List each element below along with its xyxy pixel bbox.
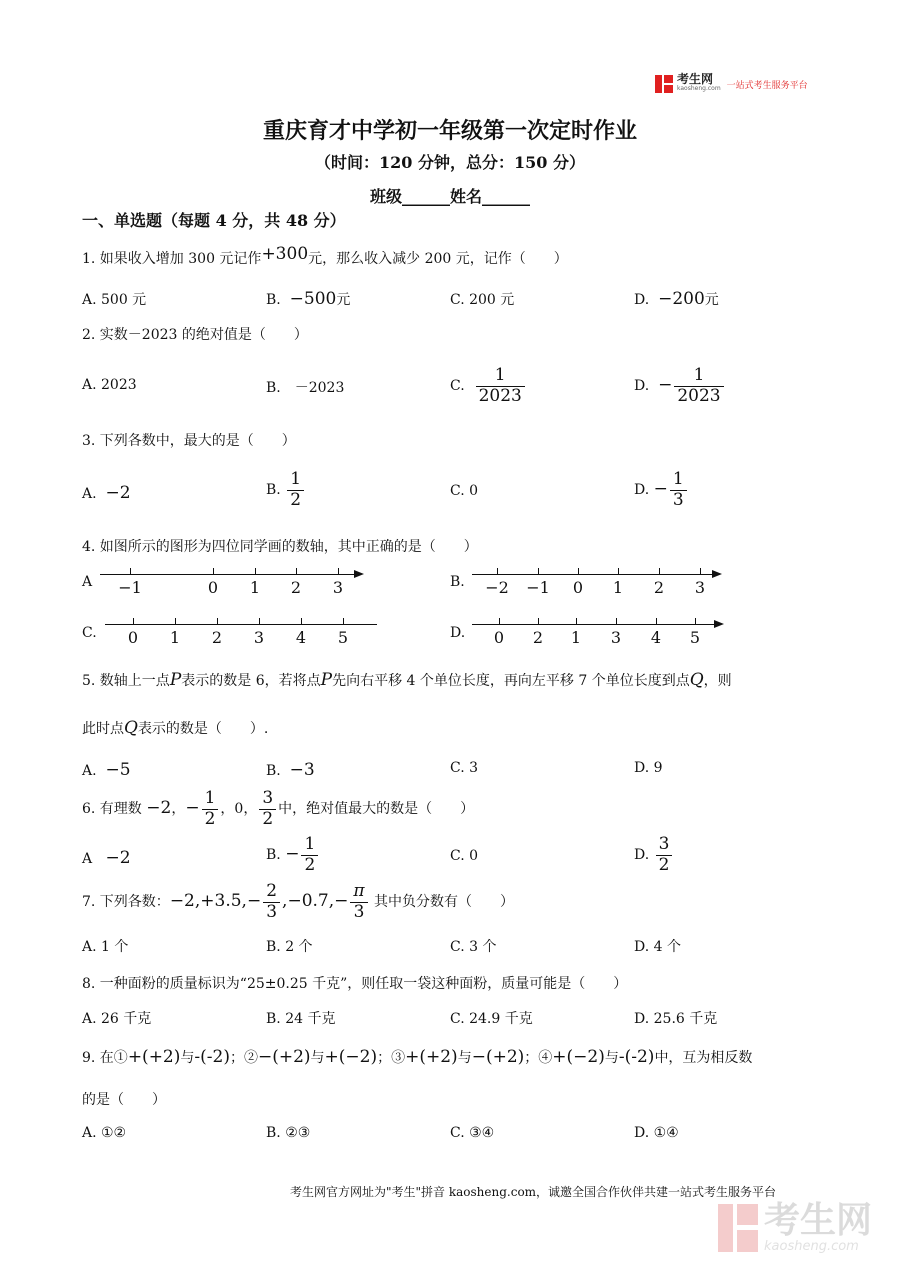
q5-l2b: 表示的数是（ ）. [137,721,269,737]
q3-d-den: 3 [670,490,687,511]
question-8-stem: 8. 一种面粉的质量标识为“25±0.25 千克”，则任取一袋这种面粉，质量可能是（ ） [82,976,628,992]
logo-domain: kaosheng.com [677,85,721,92]
q6-f2n: 3 [262,788,274,808]
q6-d-frac [656,835,673,875]
q5-option-d: D. 9 [634,760,663,776]
number-line-tick [616,618,617,625]
number-line-tick [296,568,297,575]
number-line-label: 1 [169,628,181,647]
number-line-label: 0 [127,628,139,647]
q7-m2: ,−0.7,− [282,891,349,912]
q1-opt-b-unit: 元 [336,292,351,308]
q3-option-b [266,470,306,510]
q5-p2: P [320,670,333,690]
q5-option-a [82,760,131,780]
class-name-line: 班级______姓名______ [369,187,530,206]
q7-option-a: A. 1 个 [82,939,129,955]
number-line-label: 4 [295,628,307,647]
q8-option-c: C. 24.9 千克 [450,1011,533,1027]
q6-a-math: −2 [105,848,131,868]
watermark-text [764,1202,872,1254]
q9-s2: ；③ [377,1050,406,1066]
q6-d-label: D. [634,847,650,864]
number-line-tick [213,568,214,575]
q9-y1: 与 [180,1050,195,1066]
q3-a-label: A. [82,486,97,502]
number-line-label: 3 [253,628,265,647]
number-line-c [105,618,380,652]
question-5-stem-line2 [82,718,268,738]
q5-b: 表示的数是 6，若将点 [181,673,321,689]
q9-s3: ；④ [524,1050,553,1066]
q1-option-c: C. 200 元 [450,292,515,308]
number-line-tick [338,568,339,575]
number-line-label: 1 [249,578,261,597]
q7-frac [263,882,280,922]
question-5-stem [82,670,732,690]
q2-c-den: 2023 [476,386,525,407]
q1-stem-b: 元，那么收入减少 200 元，记作（ ） [308,251,568,267]
q9-e5: +(+2) [405,1047,458,1067]
q2-c-num: 1 [494,365,506,385]
site-logo [655,73,808,95]
q7-option-c: C. 3 个 [450,939,497,955]
q9-e6: −(+2) [471,1047,525,1067]
q2-opt-c-frac [476,366,525,406]
q9-option-b: B. ②③ [266,1125,311,1141]
q3-b-label: B. [266,482,281,499]
number-line-tick [659,568,660,575]
q5-d: ，则 [703,673,732,689]
q1-opt-d-unit: 元 [704,292,719,308]
q5-option-c: C. 3 [450,760,479,776]
q7-option-b: B. 2 个 [266,939,313,955]
number-line-tick [538,568,539,575]
q9-e8: -(-2) [618,1047,655,1067]
q3-option-a [82,483,131,503]
q9-option-a: A. ①② [82,1125,127,1141]
number-line-label: 2 [290,578,302,597]
number-line-tick [175,618,176,625]
q9-e2: -(-2) [194,1047,230,1067]
q1-stem-math: +300 [261,244,309,264]
q5-option-b [266,760,315,780]
question-2-stem: 2. 实数－2023 的绝对值是（ ） [82,327,308,343]
question-7-stem [82,882,514,922]
q8-option-a: A. 26 千克 [82,1011,152,1027]
q5-a: 5. 数轴上一点 [82,673,170,689]
q4-option-c-label: C. [82,625,97,641]
number-line-tick [301,618,302,625]
q1-opt-b-label: B. [266,292,281,308]
number-line-tick [618,568,619,575]
q6-frac1 [202,789,219,829]
q9-b: 中，互为相反数 [654,1050,753,1066]
q3-d-num: 1 [672,469,684,489]
q4-option-d-label: D. [450,625,466,641]
q9-e7: +(−2) [552,1047,605,1067]
watermark-domain: kaosheng.com [764,1239,859,1254]
q3-b-den: 2 [287,490,304,511]
q6-b-label: B. [266,847,281,864]
q9-e4: +(−2) [324,1047,378,1067]
q6-b-den: 2 [301,855,318,876]
q2-d-den: 2023 [674,386,723,407]
question-9-stem [82,1047,752,1067]
number-line-tick [656,618,657,625]
q3-d-minus: − [653,479,668,500]
q5-c: 先向右平移 4 个单位长度，再向左平移 7 个单位长度到点 [332,673,690,689]
q3-d-label: D. [634,482,650,499]
q6-minus: − [185,798,200,819]
logo-name: 考生网 [677,72,714,86]
q4-option-b-label: B. [450,574,465,590]
q1-opt-d-label: D. [634,292,650,308]
q6-d-den: 2 [656,855,673,876]
q3-option-c: C. 0 [450,483,479,499]
q6-option-b [266,835,320,875]
number-line-a [100,568,370,602]
q2-option-c [450,366,527,406]
number-line-tick [700,568,701,575]
q9-option-c: C. ③④ [450,1125,495,1141]
q9-option-d: D. ①④ [634,1125,679,1141]
q9-y4: 与 [604,1050,619,1066]
q7-b: 其中负分数有（ ） [374,894,515,911]
logo-slogan: 一站式考生服务平台 [726,80,808,91]
q5-b-math: −3 [289,760,315,780]
q6-f2d: 2 [259,809,276,830]
q6-b-frac [301,835,318,875]
q5-a-math: −5 [105,760,131,780]
number-line-label: 2 [211,628,223,647]
number-line-b [472,568,732,602]
exam-info: （时间：120 分钟，总分：150 分） [315,153,585,172]
q9-a: 9. 在① [82,1050,128,1066]
q9-s1: ；② [229,1050,258,1066]
q4-option-a-label: A [82,574,93,590]
number-line-tick [343,618,344,625]
number-line-label: 4 [650,628,662,647]
q6-option-c: C. 0 [450,848,479,864]
q6-frac2 [259,789,276,829]
q9-y2: 与 [310,1050,325,1066]
q6-option-d [634,835,674,875]
q7-fd: 3 [263,902,280,923]
q2-opt-d-frac [674,366,723,406]
q1-opt-d-math: −200 [658,289,705,309]
number-line-tick [499,618,500,625]
q7-pin: π [353,881,365,901]
question-3-stem: 3. 下列各数中，最大的是（ ） [82,433,296,449]
number-line-label: 1 [570,628,582,647]
watermark-logo-icon [718,1204,758,1252]
q5-q2: Q [124,718,138,738]
number-line-tick [217,618,218,625]
number-line-label: 2 [653,578,665,597]
q6-b-minus: − [285,844,300,865]
q3-a-math: −2 [105,483,131,503]
number-line-tick [576,618,577,625]
q9-y3: 与 [457,1050,472,1066]
watermark [718,1202,872,1254]
number-line-label: 0 [493,628,505,647]
q3-option-d [634,470,689,510]
q6-option-a [82,848,131,868]
q8-option-b: B. 24 千克 [266,1011,336,1027]
q2-option-d [634,366,726,406]
q6-b-num: 1 [304,834,316,854]
q6-f1d: 2 [202,809,219,830]
question-9-stem-line2: 的是（ ） [82,1092,166,1108]
number-line-tick [133,618,134,625]
q9-e3: −(+2) [257,1047,311,1067]
q3-d-frac [670,470,687,510]
number-line-tick [538,618,539,625]
q7-fn: 2 [266,881,278,901]
q1-option-b [266,289,350,309]
page-title: 重庆育才中学初一年级第一次定时作业 [262,118,637,144]
q5-b-label: B. [266,763,281,779]
q7-pid: 3 [350,902,367,923]
q5-p1: P [169,670,182,690]
q6-b: 中，绝对值最大的数是（ ） [278,801,475,818]
number-line-label: 0 [207,578,219,597]
q2-opt-c-label: C. [450,378,465,395]
section-heading: 一、单选题（每题 4 分，共 48 分） [82,211,346,230]
q9-e1: +(+2) [127,1047,181,1067]
q1-opt-b-math: −500 [289,289,337,309]
q2-option-b: B. －2023 [266,380,345,396]
q2-d-minus: − [658,375,673,396]
question-4-stem: 4. 如图所示的图形为四位同学画的数轴，其中正确的是（ ） [82,539,478,555]
q7-option-d: D. 4 个 [634,939,681,955]
number-line-label: 2 [532,628,544,647]
number-line-d [472,618,732,652]
number-line-label: 3 [694,578,706,597]
q6-d-num: 3 [658,834,670,854]
q6-f1n: 1 [204,788,216,808]
q7-pi-frac [350,882,367,922]
q3-b-num: 1 [290,469,302,489]
q8-option-d: D. 25.6 千克 [634,1011,718,1027]
number-line-label: 3 [610,628,622,647]
number-line-tick [255,568,256,575]
q1-stem-a: 1. 如果收入增加 300 元记作 [82,251,262,267]
number-line-label: 1 [612,578,624,597]
q5-q1: Q [689,670,704,690]
q2-opt-d-label: D. [634,378,650,395]
q6-zero: ，0， [220,801,258,818]
watermark-name: 考生网 [764,1200,873,1241]
q2-option-a: A. 2023 [82,377,137,393]
number-line-label: 5 [689,628,701,647]
number-line-label: −1 [118,578,142,597]
number-line-label: 5 [337,628,349,647]
number-line-tick [259,618,260,625]
q7-m1: −2,+3.5,− [169,891,262,912]
q7-a: 7. 下列各数： [82,894,170,911]
logo-text [677,74,721,94]
number-line-label: −2 [485,578,509,597]
footer-text: 考生网官方网址为"考生"拼音 kaosheng.com，诚邀全国合作伙伴共建一站式考生服务平台 [290,1185,777,1199]
q5-a-label: A. [82,763,97,779]
number-line-tick [695,618,696,625]
number-line-tick [130,568,131,575]
question-1-stem [82,244,568,268]
q6-a-label: A [82,851,93,867]
question-6-stem [82,789,474,829]
number-line-label: 0 [572,578,584,597]
q1-option-d [634,289,719,309]
q3-b-frac [287,470,304,510]
q2-d-num: 1 [693,365,705,385]
q1-option-a: A. 500 元 [82,292,147,308]
q5-l2a: 此时点 [82,721,124,737]
number-line-label: −1 [526,578,550,597]
number-line-label: 3 [332,578,344,597]
q6-m1: −2 [146,798,172,819]
number-line-tick [497,568,498,575]
number-line-tick [578,568,579,575]
q6-comma: ， [171,801,186,818]
q6-a: 6. 有理数 [82,801,142,818]
logo-icon [655,75,673,93]
